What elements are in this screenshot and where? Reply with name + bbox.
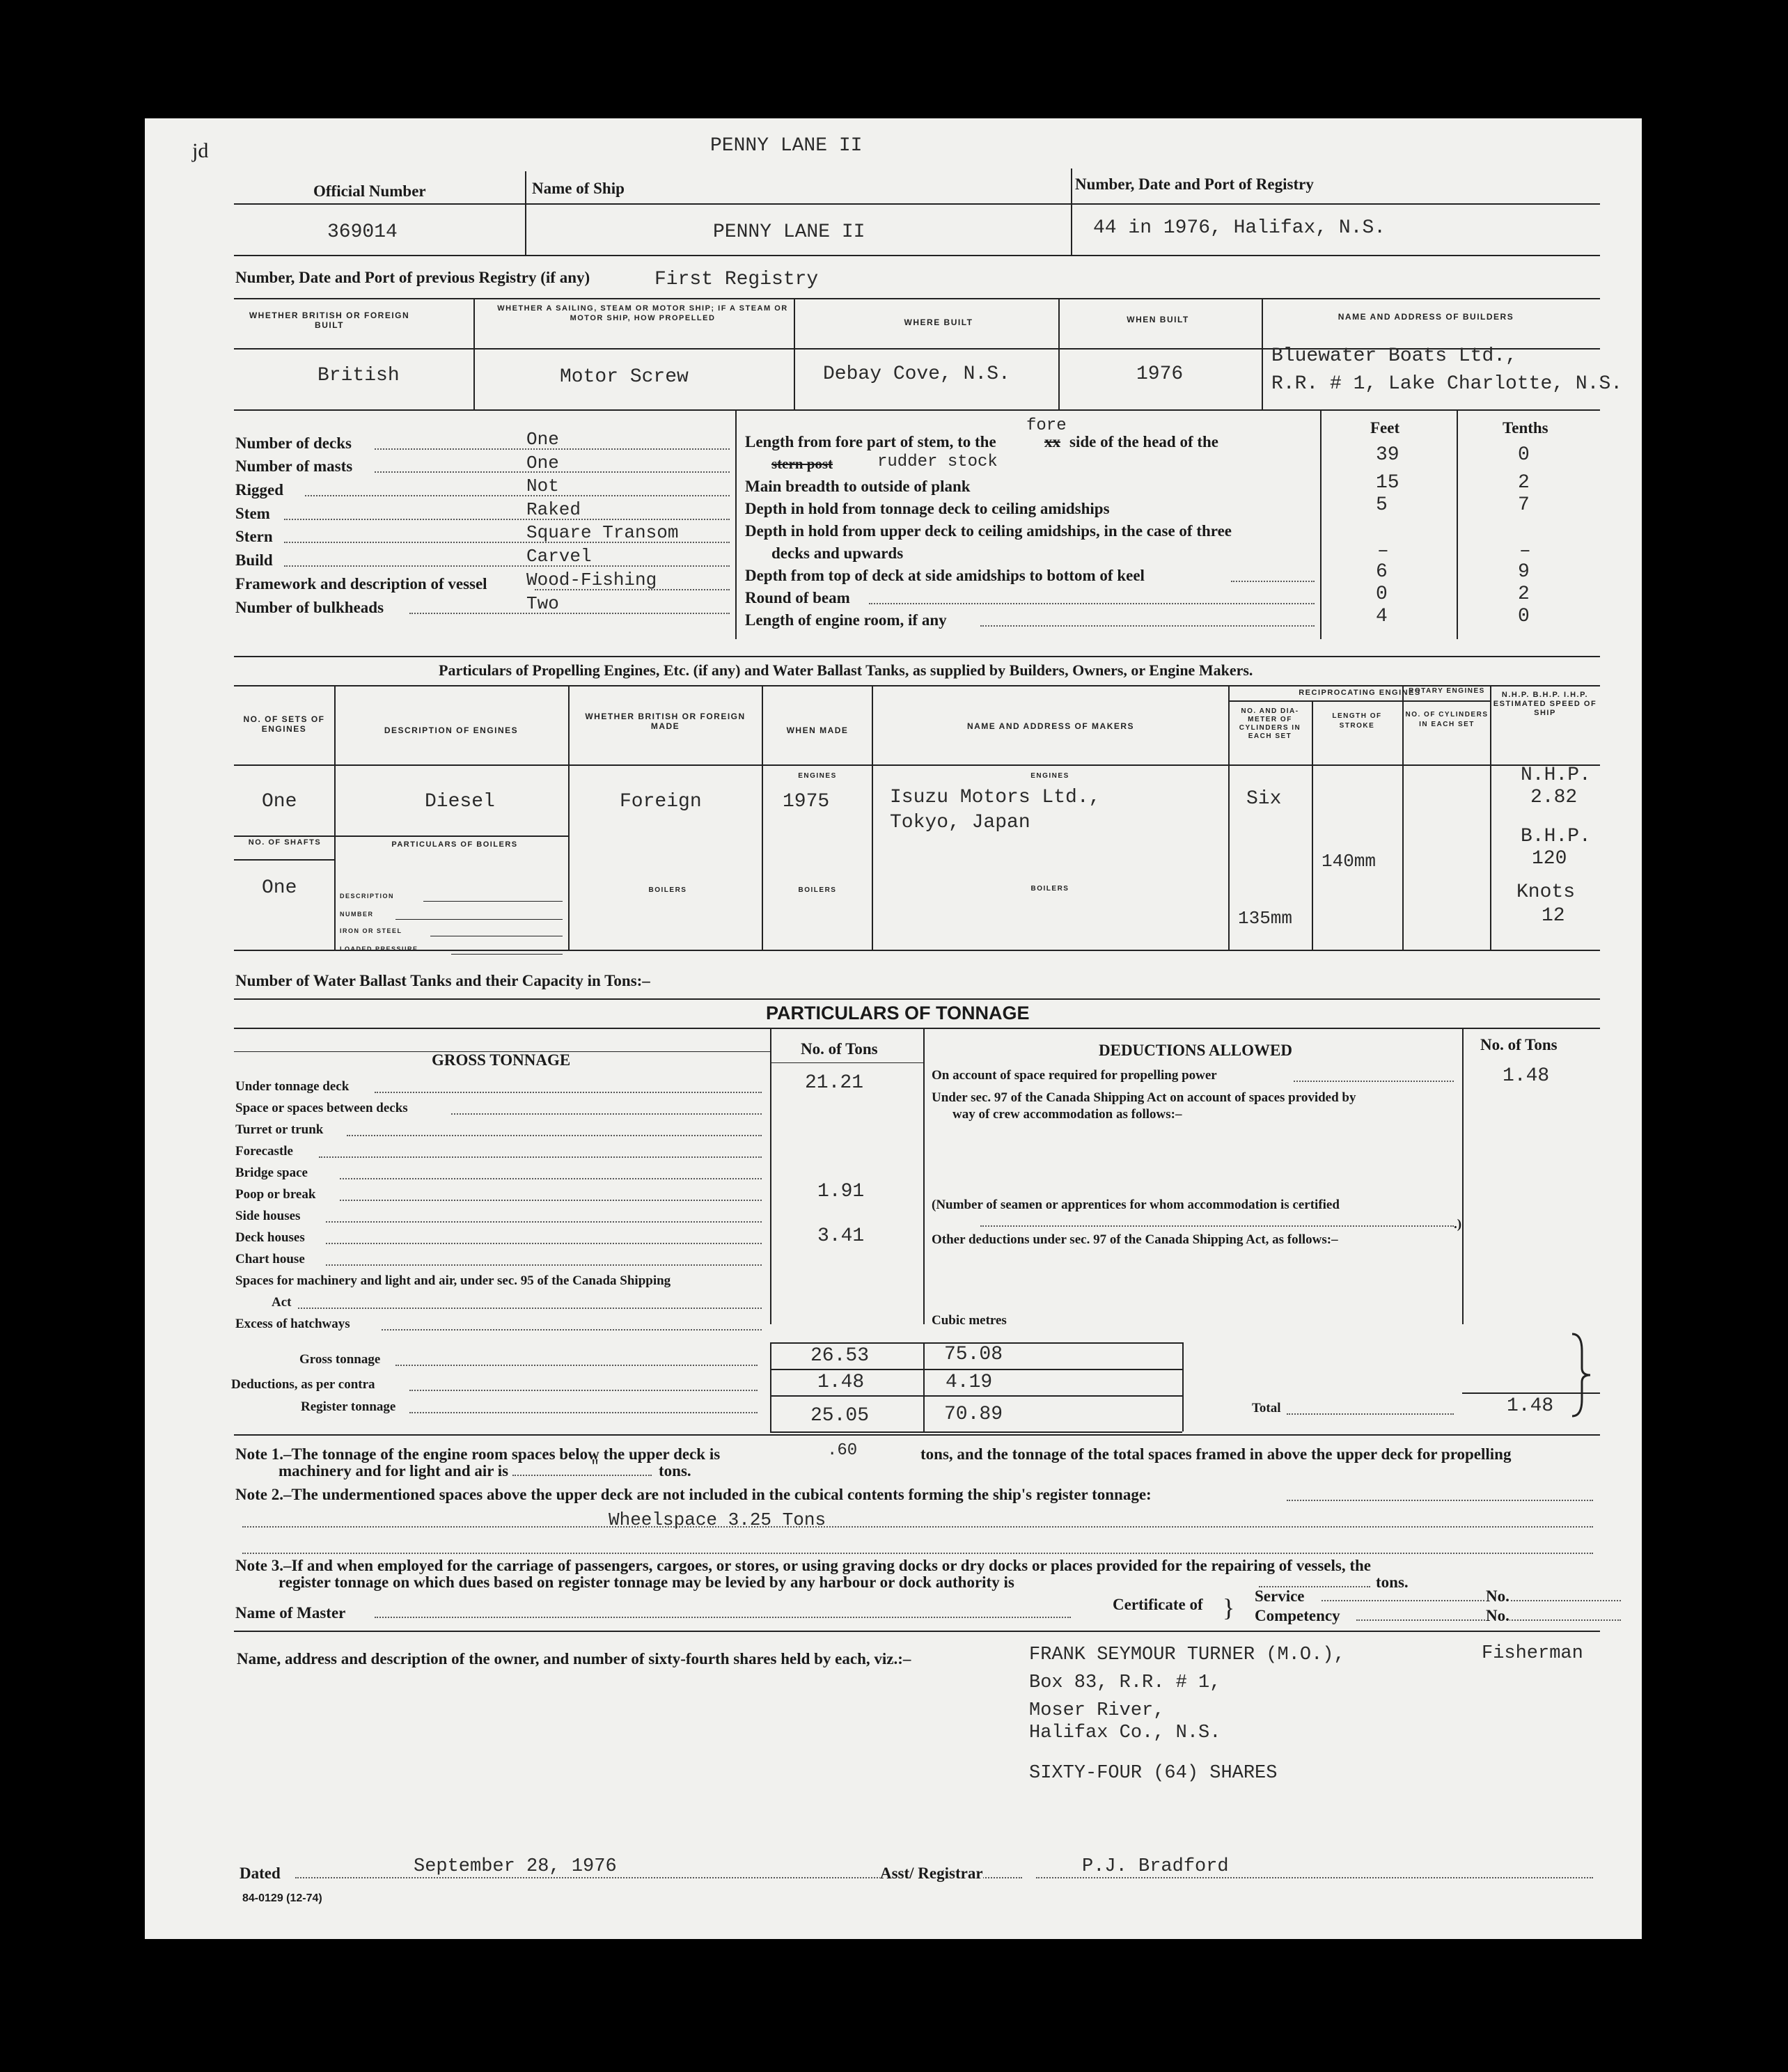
certificate-brace: } xyxy=(1223,1594,1235,1622)
h-shafts: NO. OF SHAFTS xyxy=(248,838,322,847)
deductions-heading: DEDUCTIONS ALLOWED xyxy=(1099,1042,1292,1059)
value-masts: One xyxy=(526,453,559,473)
competency-label: Competency xyxy=(1255,1607,1340,1624)
knots-label: Knots xyxy=(1516,881,1576,903)
cubic-metres-label: Cubic metres xyxy=(932,1313,1007,1328)
engines-title: Particulars of Propelling Engines, Etc. (if any) and Water Ballast Tanks, as supplied by Builders, Owners, or Engine Makers. xyxy=(439,661,1253,679)
knots-value: 12 xyxy=(1542,905,1565,927)
label-build: Build xyxy=(235,551,273,569)
maker-line-1: Isuzu Motors Ltd., xyxy=(890,787,1101,808)
tons-heading: No. of Tons xyxy=(801,1040,878,1058)
h-boilers: PARTICULARS OF BOILERS xyxy=(391,840,518,849)
sub-boilers-3: BOILERS xyxy=(1030,885,1069,893)
col-propelled: WHETHER A SAILING, STEAM OR MOTOR SHIP; IF A STEAM OR MOTOR SHIP, HOW PROPELLED xyxy=(497,304,788,322)
label-decks: Number of decks xyxy=(235,434,352,452)
note1-b: tons, and the tonnage of the total spaces framed in above the upper deck for propelling xyxy=(920,1445,1512,1463)
h-sets: NO. OF SETS OF ENGINES xyxy=(243,714,325,734)
h-hp: N.H.P. B.H.P. I.H.P. ESTIMATED SPEED OF SHIP xyxy=(1493,691,1597,717)
ded-seamen: (Number of seamen or apprentices for whom accommodation is certified xyxy=(932,1198,1340,1212)
total-value: 1.48 xyxy=(1507,1395,1554,1417)
h-rcyl: NO. OF CYLINDERS IN EACH SET xyxy=(1405,711,1489,728)
cylinder-diameter: 135mm xyxy=(1238,908,1293,929)
engine-room-label: Length of engine room, if any xyxy=(745,611,947,629)
registrar-name: P.J. Bradford xyxy=(1082,1856,1229,1877)
previous-registry-label: Number, Date and Port of previous Registry (if any) xyxy=(235,269,590,286)
depth-upper-label-2: decks and upwards xyxy=(771,544,904,562)
ded-other: Other deductions under sec. 97 of the Canada Shipping Act, as follows:– xyxy=(932,1232,1338,1247)
ship-name-label: Name of Ship xyxy=(532,180,625,197)
owner-address-1: Box 83, R.R. # 1, xyxy=(1029,1672,1221,1693)
breadth-label: Main breadth to outside of plank xyxy=(745,478,971,495)
label-stern: Stern xyxy=(235,528,273,545)
total-label: Total xyxy=(1252,1401,1281,1415)
note2-value: Wheelspace 3.25 Tons xyxy=(609,1509,826,1530)
owner-address-3: Halifax Co., N.S. xyxy=(1029,1722,1221,1743)
note2: Note 2.–The undermentioned spaces above the upper deck are not included in the cubical contents forming the ship's register tonnage: xyxy=(235,1486,1152,1503)
tons-heading-2: No. of Tons xyxy=(1480,1036,1558,1053)
engine-desc: Diesel xyxy=(425,791,495,813)
british-built: British xyxy=(317,365,400,386)
note1-d: tons. xyxy=(659,1462,691,1480)
gross-row-0: Under tonnage deck xyxy=(235,1079,350,1094)
owner-name: FRANK SEYMOUR TURNER (M.O.), xyxy=(1029,1645,1345,1665)
length-tenths: 0 xyxy=(1518,444,1530,466)
gross-row-8: Chart house xyxy=(235,1252,305,1266)
owner-address-2: Moser River, xyxy=(1029,1700,1165,1721)
where-built: Debay Cove, N.S. xyxy=(823,363,1010,385)
fore-insert: fore xyxy=(1026,416,1067,435)
h-recip: RECIPROCATING ENGINES xyxy=(1299,689,1421,697)
value-build: Carvel xyxy=(526,546,592,567)
top-title: PENNY LANE II xyxy=(710,135,863,157)
tonnage-title: PARTICULARS OF TONNAGE xyxy=(766,1003,1030,1023)
competency-no: No. xyxy=(1486,1607,1509,1624)
length-feet: 39 xyxy=(1376,444,1399,466)
registry-value: 44 in 1976, Halifax, N.S. xyxy=(1093,217,1386,239)
depth-hold-tenths: 7 xyxy=(1518,494,1530,516)
label-bulkheads: Number of bulkheads xyxy=(235,599,384,616)
h-cyl: NO. AND DIA-METER OF CYLINDERS IN EACH SET xyxy=(1239,707,1301,740)
note1-a: Note 1.–The tonnage of the engine room spaces below the upper deck is xyxy=(235,1445,721,1463)
depth-upper-feet: – xyxy=(1377,540,1389,562)
depth-keel-tenths: 9 xyxy=(1518,561,1530,583)
rudder-stock: rudder stock xyxy=(877,453,998,471)
engine-when: 1975 xyxy=(783,791,830,813)
register-tonnage-label: Register tonnage xyxy=(301,1399,396,1414)
official-number: 369014 xyxy=(327,221,398,243)
gross-row-7: Deck houses xyxy=(235,1230,305,1245)
gross-row-5: Poop or break xyxy=(235,1187,316,1202)
under-deck-tons: 21.21 xyxy=(805,1072,864,1094)
note1-value: .60 xyxy=(827,1441,858,1460)
when-built: 1976 xyxy=(1136,363,1184,385)
col-builders: NAME AND ADDRESS OF BUILDERS xyxy=(1338,312,1514,322)
nhp-value: 2.82 xyxy=(1530,787,1578,808)
gross-tonnage-heading: GROSS TONNAGE xyxy=(432,1051,571,1069)
register-document xyxy=(145,118,1642,1939)
ded-propelling: On account of space required for propelling power xyxy=(932,1068,1217,1083)
propulsion: Motor Screw xyxy=(560,366,689,388)
boiler-description-label: DESCRIPTION xyxy=(340,893,395,900)
label-framework: Framework and description of vessel xyxy=(235,575,487,592)
ship-name: PENNY LANE II xyxy=(713,221,865,243)
service-no: No. xyxy=(1486,1587,1509,1605)
value-bulkheads: Two xyxy=(526,593,559,614)
value-decks: One xyxy=(526,429,559,450)
h-stroke: LENGTH OF STROKE xyxy=(1332,712,1382,730)
value-framework: Wood-Fishing xyxy=(526,570,657,590)
total-brace xyxy=(1569,1330,1597,1420)
deck-houses-tons: 3.41 xyxy=(817,1225,865,1247)
builder-line-1: Bluewater Boats Ltd., xyxy=(1271,345,1517,367)
registry-label: Number, Date and Port of Registry xyxy=(1075,175,1314,193)
cylinders: Six xyxy=(1246,788,1282,810)
sub-engines-2: ENGINES xyxy=(1030,772,1069,780)
depth-hold-feet: 5 xyxy=(1376,494,1388,516)
depth-hold-label: Depth in hold from tonnage deck to ceiling amidships xyxy=(745,500,1110,517)
round-beam-label: Round of beam xyxy=(745,589,850,606)
length-label-a: Length from fore part of stem, to the xyxy=(745,433,996,450)
bhp-value: 120 xyxy=(1532,848,1567,870)
gross-row-6: Side houses xyxy=(235,1209,301,1223)
gross-row-1: Space or spaces between decks xyxy=(235,1101,408,1115)
deductions-contra-label: Deductions, as per contra xyxy=(231,1377,375,1392)
register-tons: 25.05 xyxy=(810,1405,870,1427)
official-number-label: Official Number xyxy=(313,182,426,200)
maker-line-2: Tokyo, Japan xyxy=(890,812,1030,833)
depth-upper-tenths: – xyxy=(1519,540,1531,562)
date-value: September 28, 1976 xyxy=(414,1856,617,1877)
poop-tons: 1.91 xyxy=(817,1181,865,1202)
col-british: WHETHER BRITISH OR FOREIGN BUILT xyxy=(249,311,410,330)
nhp-label: N.H.P. xyxy=(1521,764,1591,786)
round-beam-feet: 0 xyxy=(1376,583,1388,605)
service-label: Service xyxy=(1255,1587,1305,1605)
depth-keel-feet: 6 xyxy=(1376,561,1388,583)
gross-row-3: Forecastle xyxy=(235,1144,293,1159)
note3-c: tons. xyxy=(1376,1573,1409,1591)
bhp-label: B.H.P. xyxy=(1521,826,1591,847)
ded-crew: Under sec. 97 of the Canada Shipping Act on account of spaces provided by xyxy=(932,1090,1356,1105)
length-label-b: side of the head of the xyxy=(1069,433,1219,450)
length-struck: xx xyxy=(1044,433,1060,450)
value-stem: Raked xyxy=(526,499,581,520)
form-number: 84-0129 (12-74) xyxy=(242,1892,322,1904)
feet-label: Feet xyxy=(1370,419,1400,437)
note3-b: register tonnage on which dues based on register tonnage may be levied by any harbour or dock authority is xyxy=(279,1573,1014,1591)
owner-label: Name, address and description of the owner, and number of sixty-fourth shares held by each, viz.:– xyxy=(237,1650,911,1667)
breadth-tenths: 2 xyxy=(1518,472,1530,494)
h-when: WHEN MADE xyxy=(786,725,849,735)
value-rigged: Not xyxy=(526,476,559,496)
stern-post-struck: stern post xyxy=(771,455,833,472)
deductions-m3: 4.19 xyxy=(946,1372,993,1393)
sub-boilers-1: BOILERS xyxy=(648,886,687,894)
master-label: Name of Master xyxy=(235,1604,346,1622)
owner-occupation: Fisherman xyxy=(1482,1643,1583,1664)
engine-room-tenths: 0 xyxy=(1518,606,1530,627)
engine-sets: One xyxy=(262,791,297,813)
dated-label: Dated xyxy=(240,1865,281,1882)
builder-line-2: R.R. # 1, Lake Charlotte, N.S. xyxy=(1271,373,1623,395)
depth-keel-label: Depth from top of deck at side amidships to bottom of keel xyxy=(745,567,1145,584)
h-rotary: ROTARY ENGINES xyxy=(1409,687,1485,695)
gross-tonnage-label: Gross tonnage xyxy=(299,1352,381,1367)
h-desc: DESCRIPTION OF ENGINES xyxy=(384,725,519,735)
depth-upper-label: Depth in hold from upper deck to ceiling amidships, in the case of three xyxy=(745,522,1232,540)
label-masts: Number of masts xyxy=(235,457,353,475)
register-m3: 70.89 xyxy=(944,1404,1003,1425)
shafts-value: One xyxy=(262,877,297,899)
engine-origin: Foreign xyxy=(620,791,702,813)
sub-boilers-2: BOILERS xyxy=(798,886,837,894)
tenths-label: Tenths xyxy=(1503,419,1548,437)
gross-row-2: Turret or trunk xyxy=(235,1122,324,1137)
engine-room-feet: 4 xyxy=(1376,606,1388,627)
value-stern: Square Transom xyxy=(526,522,679,543)
note1-value-2: " xyxy=(590,1458,600,1475)
sub-engines-1: ENGINES xyxy=(798,772,837,780)
gross-row-10: Act xyxy=(272,1295,292,1310)
col-when: WHEN BUILT xyxy=(1127,315,1189,324)
boiler-number-label: NUMBER xyxy=(340,911,374,918)
previous-registry-value: First Registry xyxy=(654,269,819,290)
ballast-label: Number of Water Ballast Tanks and their Capacity in Tons:– xyxy=(235,972,650,989)
gross-row-4: Bridge space xyxy=(235,1166,308,1180)
breadth-feet: 15 xyxy=(1376,472,1399,494)
ded-propelling-value: 1.48 xyxy=(1503,1065,1550,1087)
round-beam-tenths: 2 xyxy=(1518,583,1530,605)
note3-a: Note 3.–If and when employed for the carriage of passengers, cargoes, or stores, or using graving docks or dry docks or places provided for the repairing of vessels, the xyxy=(235,1557,1372,1574)
deductions-tons: 1.48 xyxy=(817,1372,865,1393)
h-makers: NAME AND ADDRESS OF MAKERS xyxy=(966,721,1135,731)
stroke: 140mm xyxy=(1322,851,1377,872)
boiler-pressure-label: LOADED PRESSURE xyxy=(340,945,418,952)
note1-c: machinery and for light and air is xyxy=(279,1462,509,1480)
corner-mark: jd xyxy=(192,139,209,162)
h-british: WHETHER BRITISH OR FOREIGN MADE xyxy=(585,712,746,731)
gross-row-11: Excess of hatchways xyxy=(235,1317,350,1331)
label-rigged: Rigged xyxy=(235,481,283,499)
gross-tons: 26.53 xyxy=(810,1345,870,1367)
registrar-label: Asst/ Registrar xyxy=(880,1865,983,1882)
gross-m3: 75.08 xyxy=(944,1344,1003,1365)
ded-seamen-close: .) xyxy=(1454,1217,1462,1232)
certificate-label: Certificate of xyxy=(1113,1596,1203,1613)
ded-crew-2: way of crew accommodation as follows:– xyxy=(952,1107,1182,1122)
label-stem: Stem xyxy=(235,505,270,522)
col-where: WHERE BUILT xyxy=(904,317,973,327)
gross-row-9: Spaces for machinery and light and air, under sec. 95 of the Canada Shipping xyxy=(235,1273,671,1288)
owner-shares: SIXTY-FOUR (64) SHARES xyxy=(1029,1763,1278,1784)
boiler-material-label: IRON OR STEEL xyxy=(340,927,402,934)
